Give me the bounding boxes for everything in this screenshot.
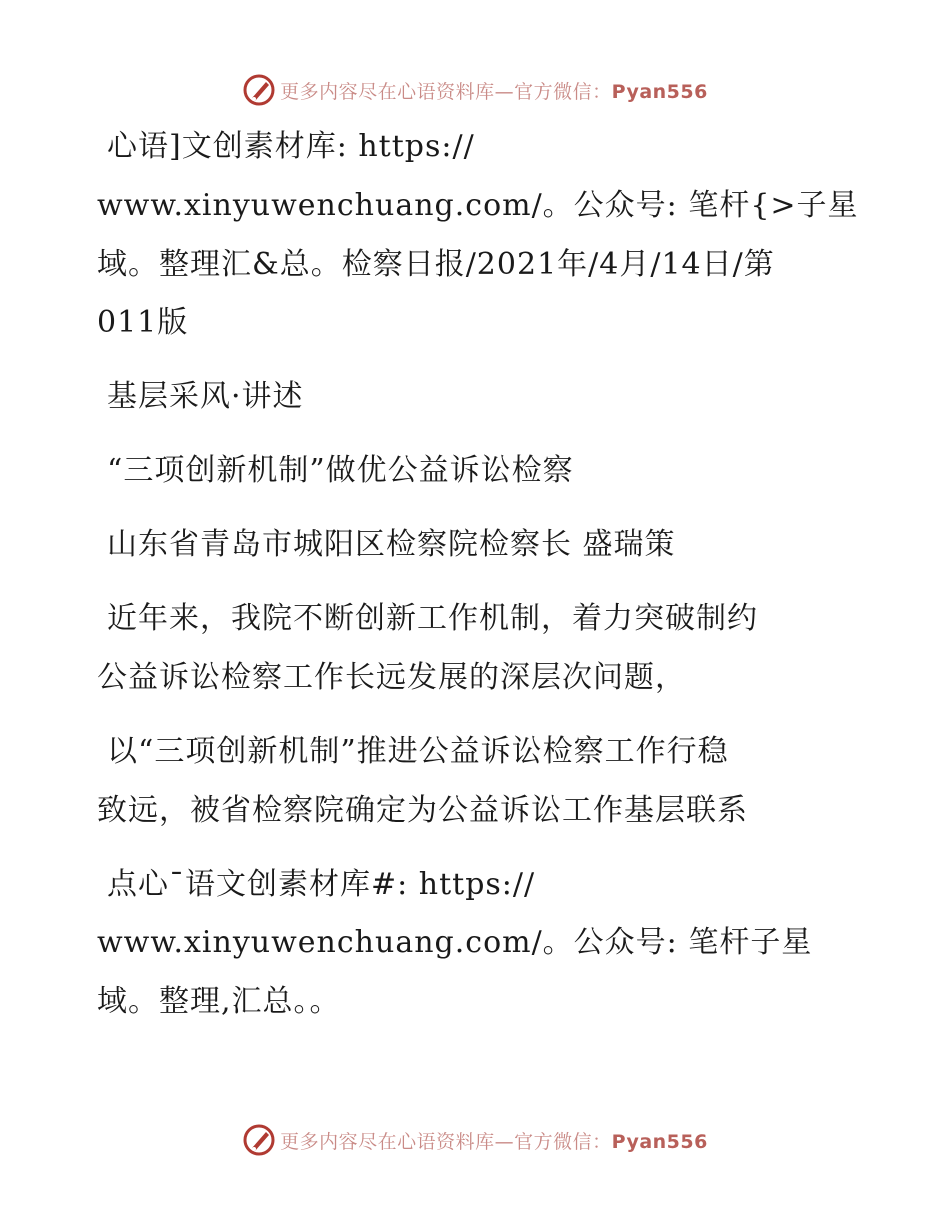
- pen-nib-logo-icon: [242, 73, 276, 107]
- banner-separator: —: [494, 80, 515, 103]
- body-line-8: 近年来，我院不断创新工作机制，着力突破制约: [107, 601, 758, 636]
- banner-official-label: 官方微信：: [514, 80, 612, 103]
- body-line-9: 公益诉讼检察工作长远发展的深层次问题，: [97, 660, 686, 695]
- banner-wechat-id: Pyan556: [611, 80, 708, 103]
- body-line-4: 011版: [97, 305, 189, 340]
- body-line-11: 致远，被省检察院确定为公益诉讼工作基层联系: [97, 793, 748, 828]
- body-line-3: 域。整理汇&总。检察日报/2021年/4月/14日/第: [97, 247, 775, 282]
- body-line-2: www.xinyuwenchuang.com/。公众号: 笔杆{>子星: [97, 188, 859, 223]
- banner-main-text: 更多内容尽在心语资料库: [280, 1130, 495, 1153]
- article-title: “三项创新机制”做优公益诉讼检察: [107, 453, 574, 488]
- footer-banner-text: [280, 1127, 708, 1154]
- pen-nib-logo-icon: [242, 1123, 276, 1157]
- article-author: 山东省青岛市城阳区检察院检察长 盛瑞策: [107, 527, 676, 562]
- body-line-12: 点心¯语文创素材库#: https://: [107, 867, 536, 902]
- banner-main-text: 更多内容尽在心语资料库: [280, 80, 495, 103]
- body-line-1: 心语]文创素材库: https://: [107, 129, 475, 164]
- body-line-14: 域。整理,汇总。。: [97, 984, 341, 1019]
- body-line-10: 以“三项创新机制”推进公益诉讼检察工作行稳: [107, 734, 729, 769]
- body-line-13: www.xinyuwenchuang.com/。公众号: 笔杆子星: [97, 925, 813, 960]
- header-banner: [0, 70, 950, 110]
- banner-official-label: 官方微信：: [514, 1130, 612, 1153]
- header-banner-text: [280, 77, 708, 104]
- footer-banner: [0, 1120, 950, 1160]
- section-title: 基层采风·讲述: [107, 379, 304, 414]
- banner-separator: —: [494, 1130, 515, 1153]
- banner-wechat-id: Pyan556: [611, 1130, 708, 1153]
